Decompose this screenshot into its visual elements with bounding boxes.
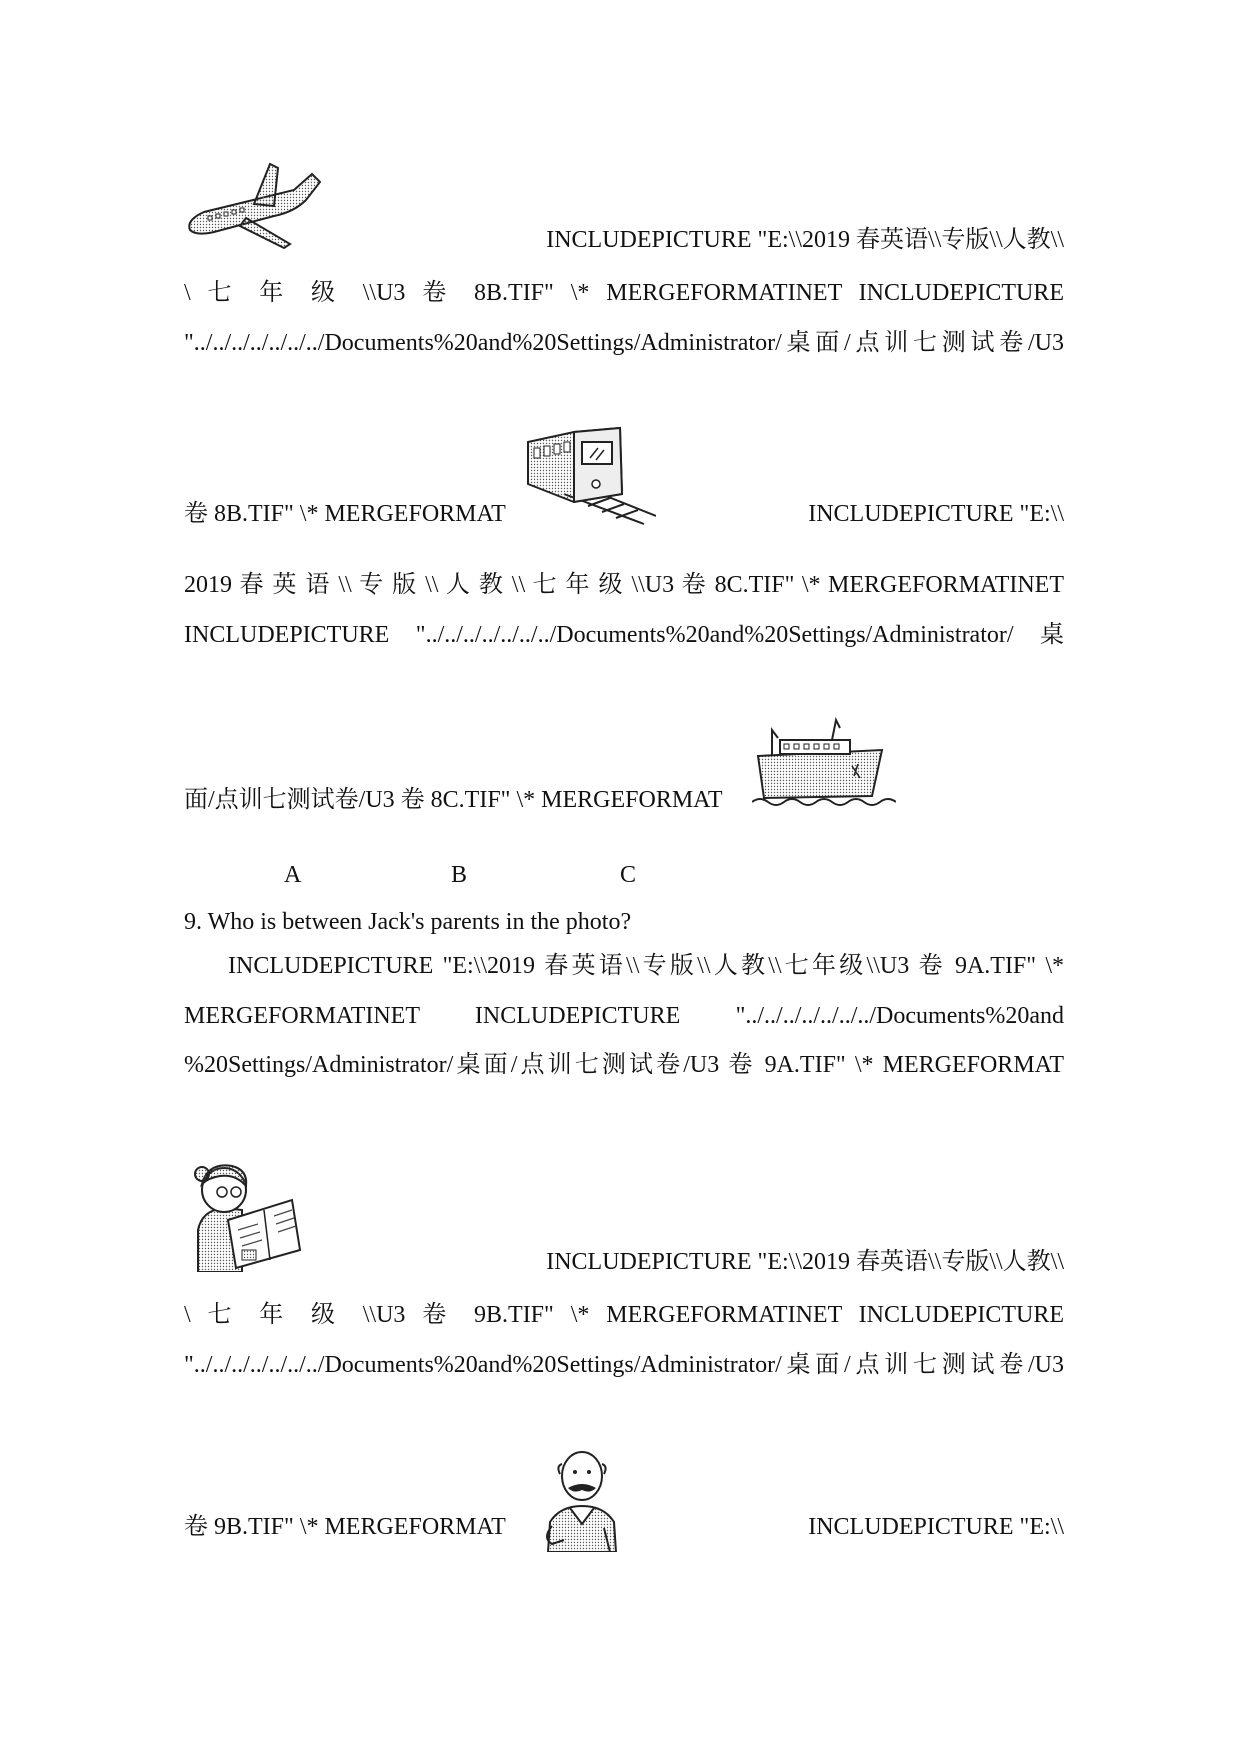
text-line-10: %20Settings/Administrator/桌面/点训七测试卷/U3 卷 9A.TIF" \* MERGEFORMAT [184,1052,1064,1078]
text-line-4a: 卷 8B.TIF" \* MERGEFORMAT [184,501,506,527]
text-line-2: \ 七 年 级 \\U3 卷 8B.TIF" \* MERGEFORMATINET INCLUDEPICTURE [184,280,1064,306]
text-line-11: INCLUDEPICTURE "E:\\2019 春英语\\专版\\人教\\ [546,1249,1064,1275]
text-line-14a: 卷 9B.TIF" \* MERGEFORMAT [184,1514,506,1540]
airplane-picture [184,160,328,250]
text-line-12: \ 七 年 级 \\U3 卷 9B.TIF" \* MERGEFORMATINET INCLUDEPICTURE [184,1302,1064,1328]
text-line-7: 面/点训七测试卷/U3 卷 8C.TIF" \* MERGEFORMAT [184,787,723,813]
text-line-4b: INCLUDEPICTURE "E:\\ [808,501,1064,527]
text-line-8: INCLUDEPICTURE "E:\\2019 春英语\\专版\\人教\\七年级\\U3 卷 9A.TIF" \* [228,953,1064,979]
option-c-label: C [620,862,637,888]
text-line-9: MERGEFORMATINET INCLUDEPICTURE "../../../../../../../Documents%20and [184,1003,1064,1029]
option-a-label: A [284,862,302,888]
text-line-3: "../../../../../../../Documents%20and%20Settings/Administrator/桌面/点训七测试卷/U3 [184,330,1064,356]
text-line-6: INCLUDEPICTURE "../../../../../../../Documents%20and%20Settings/Administrator/ 桌 [184,622,1064,648]
text-line-1: INCLUDEPICTURE "E:\\2019 春英语\\专版\\人教\\ [546,227,1064,253]
text-line-13: "../../../../../../../Documents%20and%20Settings/Administrator/桌面/点训七测试卷/U3 [184,1352,1064,1378]
ship-picture [752,716,896,812]
text-line-14b: INCLUDEPICTURE "E:\\ [808,1514,1064,1540]
man-picture [540,1448,624,1552]
question-9: 9. Who is between Jack's parents in the photo? [184,909,632,935]
text-line-5: 2019 春 英 语 \\ 专 版 \\ 人 教 \\ 七 年 级 \\U3 卷 8C.TIF" \* MERGEFORMATINET [184,572,1064,598]
train-picture [524,424,656,528]
woman-reading-picture [192,1160,304,1272]
option-b-label: B [451,862,468,888]
